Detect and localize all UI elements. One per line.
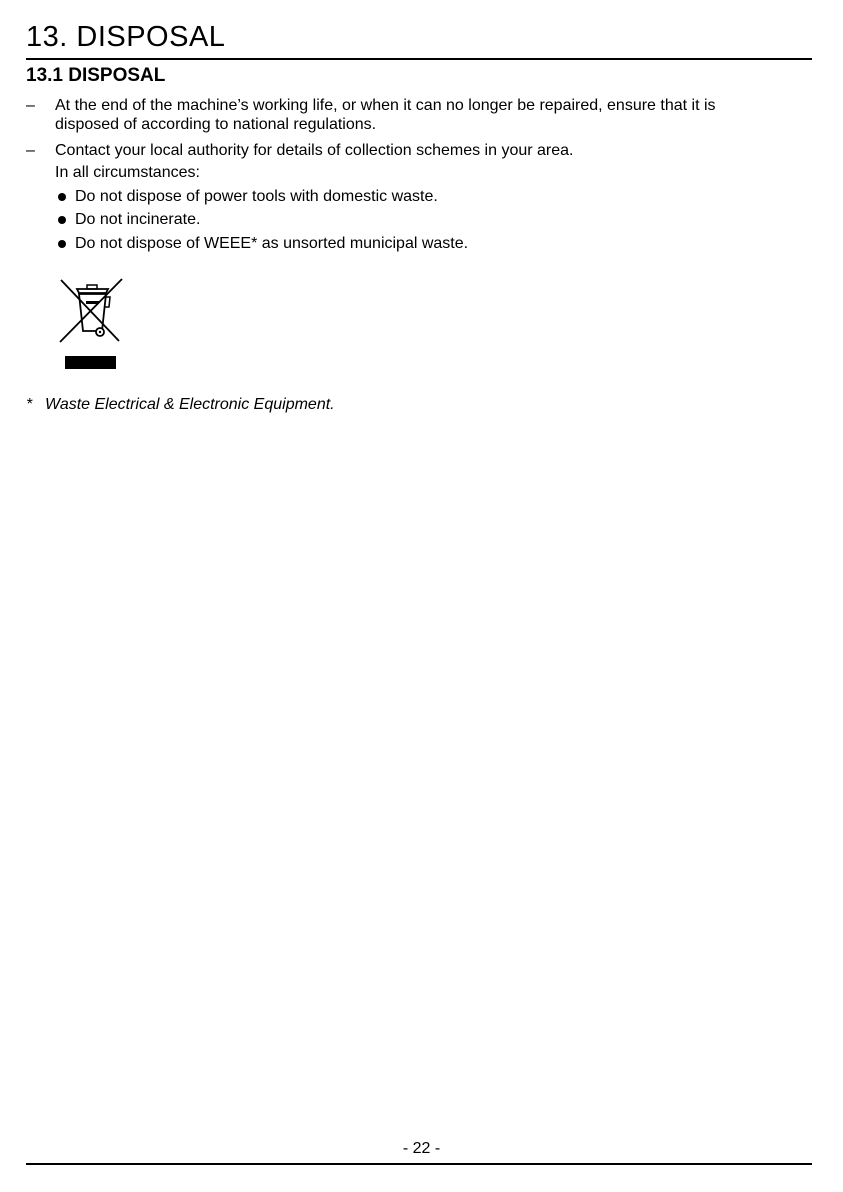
bullet-text: Do not incinerate. [75,211,201,228]
bottom-rule [26,1163,812,1165]
item-text-line: disposed of according to national regulations. [55,116,377,133]
bullet-dot [58,240,66,248]
footnote-mark: * [26,396,33,413]
item-text-line: At the end of the machine’s working life, or when it can no longer be repaired, ensure that it is [55,97,716,114]
footnote [26,395,335,415]
dash-marker: – [26,142,35,159]
bullet-item [0,210,843,230]
footnote-text: Waste Electrical & Electronic Equipment. [45,396,335,413]
item-text-line: Contact your local authority for details of collection schemes in your area. [55,142,574,159]
bullet-item [0,187,843,207]
bullet-dot [58,193,66,201]
crossed-out-wheelie-bin-icon [58,277,124,371]
bullet-dot [58,216,66,224]
chapter-title: 13. DISPOSAL [26,21,226,53]
bullet-text: Do not dispose of power tools with domestic waste. [75,188,438,205]
bullet-item [0,234,843,254]
circumstances-intro: In all circumstances: [55,164,200,181]
list-item-contact-authority [0,141,843,161]
list-item-end-of-life [0,96,843,136]
section-heading: 13.1 DISPOSAL [26,65,166,86]
dash-marker: – [26,97,35,114]
bullet-text: Do not dispose of WEEE* as unsorted municipal waste. [75,235,469,252]
title-rule [26,58,812,60]
page-number: - 22 - [402,1140,441,1157]
